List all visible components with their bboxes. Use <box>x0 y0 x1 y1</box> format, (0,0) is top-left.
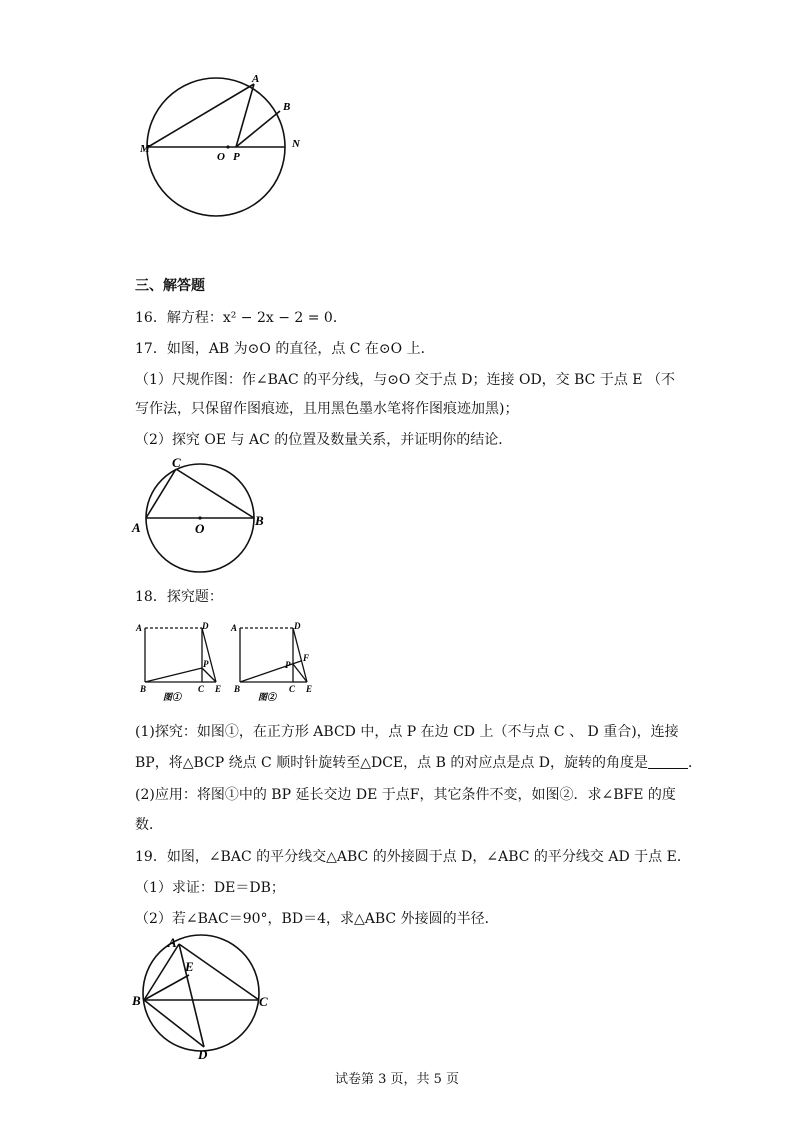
segment-cb <box>176 469 254 518</box>
label-o: O <box>217 151 225 163</box>
label-d: D <box>202 621 209 631</box>
label-b: B <box>234 684 241 694</box>
q16-text: 16．解方程：x² − 2x − 2 = 0． <box>135 310 347 326</box>
segment-ac <box>146 469 176 518</box>
fig1-caption: 图① <box>163 692 182 702</box>
label-e: E <box>185 959 194 974</box>
label-b: B <box>283 101 291 113</box>
point-o <box>198 516 201 519</box>
label-p: P <box>203 659 209 669</box>
label-b: B <box>255 513 264 528</box>
label-d: D <box>294 621 301 631</box>
label-c: C <box>289 684 296 694</box>
figure-q19-circle <box>128 930 278 1060</box>
q17-part2: （2）探究 OE 与 AC 的位置及数量关系，并证明你的结论． <box>135 432 513 448</box>
q17-part1-line2: 写作法，只保留作图痕迹，且用黑色墨水笔将作图痕迹加黑)； <box>135 401 519 417</box>
label-m: M <box>140 143 150 155</box>
q18-part1-end: ． <box>688 755 703 771</box>
q18-part2-line2: 数． <box>135 817 163 833</box>
label-n: N <box>292 138 300 150</box>
label-a: A <box>132 520 141 535</box>
label-b: B <box>132 993 141 1008</box>
figure-q17-circle <box>128 455 278 580</box>
label-c: C <box>198 684 205 694</box>
label-d: D <box>198 1047 208 1060</box>
label-e: E <box>215 684 222 694</box>
label-a: A <box>231 623 238 633</box>
label-a: A <box>136 623 143 633</box>
q18-part1-line1: (1)探究：如图①，在正方形 ABCD 中，点 P 在边 CD 上（不与点 C 、 D 重合)，连接 <box>135 724 679 740</box>
figure-q18-fig2 <box>228 618 328 706</box>
label-a: A <box>168 935 177 950</box>
q17-stem: 17．如图，AB 为⊙O 的直径，点 C 在⊙O 上． <box>135 341 435 357</box>
label-o: O <box>195 521 205 536</box>
segment-bf <box>240 661 301 682</box>
label-e: E <box>306 684 313 694</box>
label-a: A <box>252 73 260 85</box>
segment-de <box>202 628 216 682</box>
answer-blank[interactable] <box>648 754 688 769</box>
label-p: P <box>285 660 291 670</box>
segment-bp <box>145 668 202 682</box>
point-o <box>226 145 229 148</box>
figure-q18-fig1 <box>135 618 230 706</box>
segment-be <box>144 975 189 1000</box>
section-title: 三、解答题 <box>135 278 205 294</box>
segment-pb <box>236 111 280 147</box>
q19-part1: （1）求证：DE＝DB； <box>135 880 285 896</box>
label-c: C <box>172 455 181 470</box>
label-b: B <box>140 684 147 694</box>
q18-stem: 18．探究题： <box>135 589 223 605</box>
q18-part2-line1: (2)应用：将图①中的 BP 延长交边 DE 于点F，其它条件不变，如图②．求∠BFE 的度 <box>135 787 676 803</box>
label-c: C <box>259 994 268 1009</box>
label-p: P <box>233 151 240 163</box>
label-f: F <box>303 653 310 663</box>
q17-part1-line1: （1）尺规作图：作∠BAC 的平分线，与⊙O 交于点 D；连接 OD，交 BC 于点 E （不 <box>135 372 675 388</box>
q18-part1-line2-text: BP，将△BCP 绕点 C 顺时针旋转至△DCE，点 B 的对应点是点 D，旋转的角度是 <box>135 755 649 771</box>
segment-ab <box>144 944 179 1000</box>
q19-part2: （2）若∠BAC＝90°，BD＝4，求△ABC 外接圆的半径． <box>135 911 499 927</box>
fig2-caption: 图② <box>258 692 277 702</box>
q19-stem: 19．如图，∠BAC 的平分线交△ABC 的外接圆于点 D，∠ABC 的平分线交 AD 于点 E． <box>135 849 691 865</box>
page-footer: 试卷第 3 页，共 5 页 <box>334 1072 460 1087</box>
q18-part1-line2 <box>135 753 702 773</box>
figure-circle-mnpab <box>140 70 310 220</box>
